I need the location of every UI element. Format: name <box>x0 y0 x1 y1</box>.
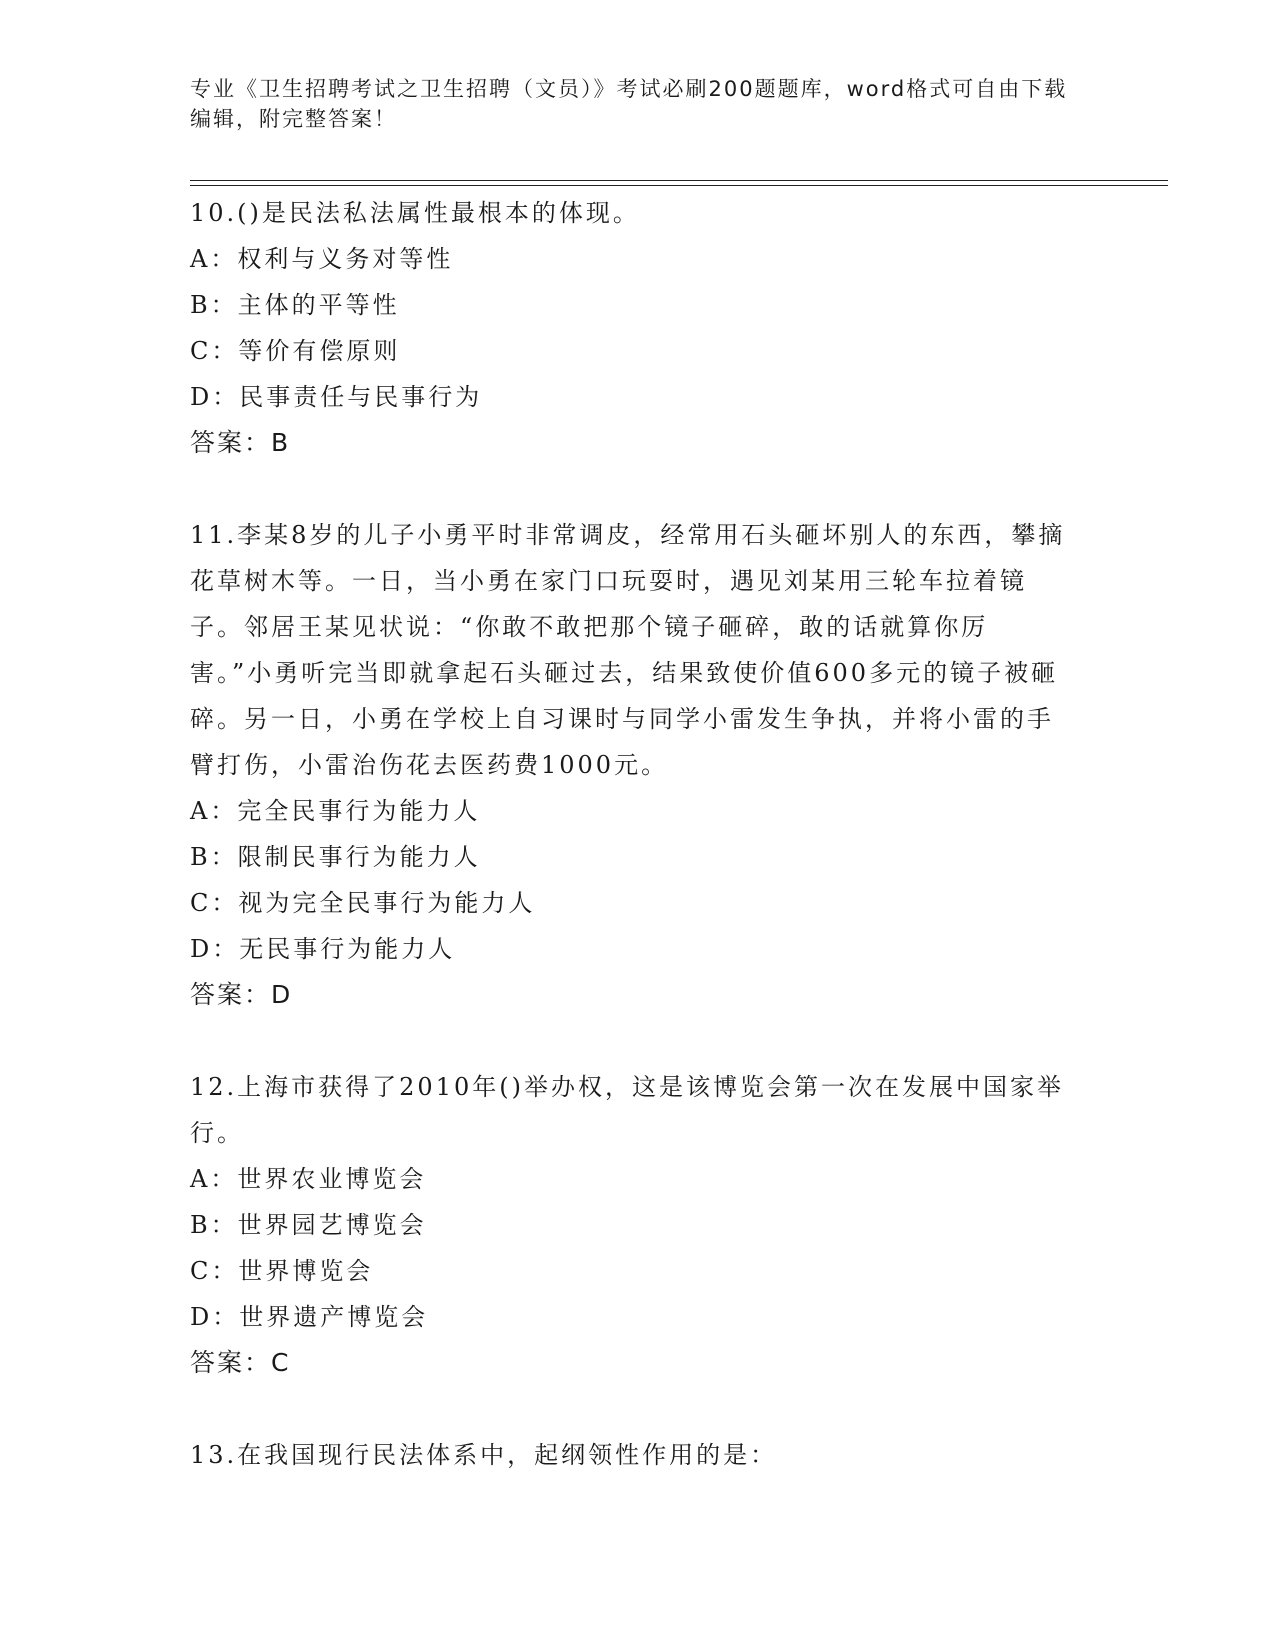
header-divider-top <box>190 180 1168 181</box>
document-header: 专业《卫生招聘考试之卫生招聘（文员）》考试必刷200题题库，word格式可自由下载编辑，附完整答案！ <box>190 77 1068 131</box>
question-11 <box>190 512 1070 1018</box>
option-b: B：限制民事行为能力人 <box>190 843 481 871</box>
question-list <box>190 190 1070 1478</box>
question-stem: 11.李某8岁的儿子小勇平时非常调皮，经常用石头砸坏别人的东西，攀摘花草树木等。一日，当小勇在家门口玩耍时，遇见刘某用三轮车拉着镜子。邻居王某见状说：“你敢不敢把那个镜子砸碎，敢的话就算你厉害。”小勇听完当即就拿起石头砸过去，结果致使价值600多元的镜子被砸碎。另一日，小勇在学校上自习课时与同学小雷发生争执，并将小雷的手臂打伤，小雷治伤花去医药费1000元。 <box>190 521 1066 779</box>
spacer <box>190 466 1070 512</box>
option-c: C：视为完全民事行为能力人 <box>190 889 536 917</box>
answer: 答案：B <box>190 428 291 457</box>
spacer <box>190 1386 1070 1432</box>
question-13 <box>190 1432 1070 1478</box>
option-c: C：世界博览会 <box>190 1257 374 1285</box>
question-stem: 13.在我国现行民法体系中，起纲领性作用的是： <box>190 1441 778 1469</box>
question-stem: 10.()是民法私法属性最根本的体现。 <box>190 199 640 227</box>
answer: 答案：D <box>190 980 293 1009</box>
spacer <box>190 1018 1070 1064</box>
answer: 答案：C <box>190 1348 291 1377</box>
question-10 <box>190 190 1070 466</box>
option-a: A：权利与义务对等性 <box>190 245 454 273</box>
question-12 <box>190 1064 1070 1386</box>
option-a: A：世界农业博览会 <box>190 1165 427 1193</box>
option-d: D：世界遗产博览会 <box>190 1303 429 1331</box>
option-b: B：世界园艺博览会 <box>190 1211 427 1239</box>
option-d: D：无民事行为能力人 <box>190 935 456 963</box>
option-c: C：等价有偿原则 <box>190 337 401 365</box>
question-stem: 12.上海市获得了2010年()举办权，这是该博览会第一次在发展中国家举行。 <box>190 1073 1064 1147</box>
option-a: A：完全民事行为能力人 <box>190 797 481 825</box>
option-d: D：民事责任与民事行为 <box>190 383 483 411</box>
header-divider-bottom <box>190 185 1168 186</box>
option-b: B：主体的平等性 <box>190 291 400 319</box>
